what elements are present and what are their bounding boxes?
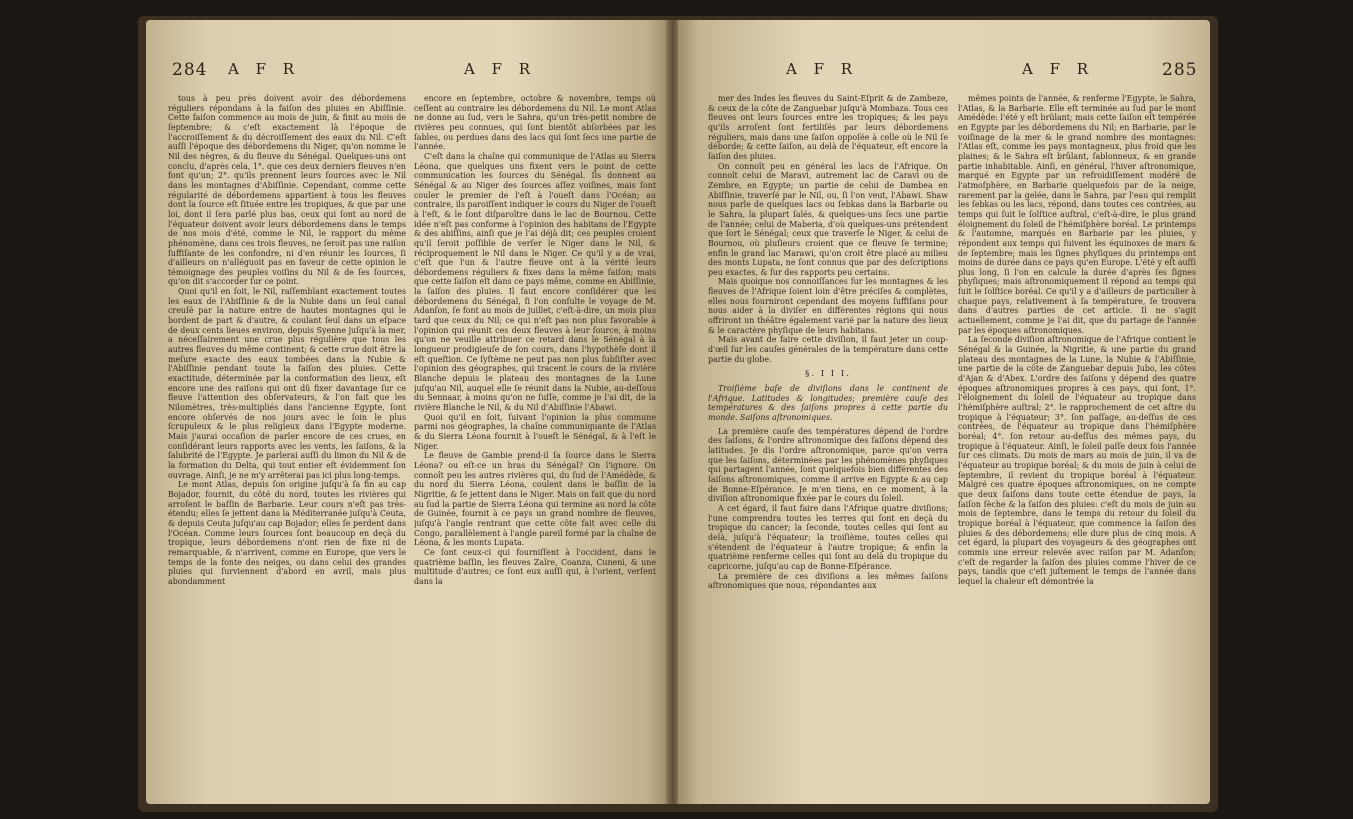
right-page-number: 285	[1162, 60, 1198, 80]
paragraph: Mais avant de faire cette diviſion, il faut jeter un coup-d'œil ſur les cauſes générales de la température dans cette partie du globe.	[708, 335, 948, 364]
right-column-1-top	[708, 94, 948, 364]
left-page-number: 284	[172, 60, 208, 80]
left-page	[146, 20, 668, 804]
left-running-head-2: A F R	[464, 60, 537, 78]
paragraph: La ſeconde diviſion aſtronomique de l'Afrique contient le Sénégal & la Guinée, la Nigritie, & une partie du grand plateau des montagnes de la Lune, la Nubie & l'Abiſſinie, une partie de la côte de Zanguebar depuis Jubo, les côtes d'Ajan & d'Abex. L'ordre des ſaiſons y dépend des quatre époques aſtronomiques propres à ces pays, qui ſont, 1°. l'éloignement du ſoleil de l'équateur au tropique dans l'hémiſphère auſtral; 2°. le rapprochement de cet aſtre du tropique à l'équateur; 3°. ſon paſſage, au-deſſus de ces contrées, de l'équateur au tropique dans l'hémiſphère boréal; 4°. ſon retour au-deſſus des mêmes pays, du tropique à l'équateur. Ainſi, le ſoleil paſſe deux fois l'année ſur ces climats. Du mois de mars au mois de juin, il va de l'équateur au tropique boréal; & du mois de juin à celui de ſeptembre, il revient du tropique boréal à l'équateur. Malgré ces quatre époques aſtronomiques, on ne compte que deux ſaiſons dans toute cette étendue de pays, la ſaiſon ſèche & la ſaiſon des pluies: c'eſt du mois de juin au mois de ſeptembre, dans le temps du retour du ſoleil du tropique boréal à l'équateur, que commence la ſaiſon des pluies & des débordemens; elle dure plus de cinq mois. A cet égard, la plupart des voyageurs & des géographes ont commis une erreur relevée avec raiſon par M. Adanſon; c'eſt de regarder la ſaiſon des pluies comme l'hiver de ce pays, tandis que c'eſt juſtement le temps de l'année dans lequel la chaleur eſt démontrée la	[958, 335, 1196, 586]
paragraph: Le fleuve de Gambie prend-il ſa ſource dans le Sierra Léona? ou eſt-ce un bras du Sénégal? On l'ignore. On connoît peu les autres rivières qui, du ſud de l'Amédède, & du nord du Sierra Léona, coulent dans le baſſin de la Nigritie, & ſe jettent dans le Niger. Mais on fait que du nord au ſud la partie de Sierra Léona qui termine au nord la côte de Guinée, fournit à ce pays un grand nombre de fleuves, juſqu'à l'angle rentrant que cette côte fait avec celle du Congo, parallèlement à l'angle pareil formé par la chaîne de Léona, & les monts Lupata.	[414, 451, 656, 548]
right-running-head-1: A F R	[786, 60, 859, 78]
paragraph: mer des Indes les fleuves du Saint-Eſprit & de Zambeze, & ceux de la côte de Zanguebar juſqu'à Mombaza. Tous ces fleuves ont leurs ſources entre les tropiques; & les pays qu'ils arroſent ſont fertiliſés par leurs débordemens réguliers, mais dans une ſaiſon oppoſée à celle où le Nil ſe déborde; & cette ſaiſon, au delà de l'équateur, eſt encore la ſaiſon des pluies.	[708, 94, 948, 161]
paragraph: Ce ſont ceux-ci qui fourniſſent à l'occident, dans le quatrième baſſin, les fleuves Zaïre, Coanza, Cuneni, & une multitude d'autres; ce ſont eux auſſi qui, à l'orient, verſent dans la	[414, 547, 656, 586]
paragraph: On connoît peu en général les lacs de l'Afrique. On connoît celui de Maravi, autrement lac de Caravi ou de Zembre, en Egypte; un partie de celui de Dambea en Abiſſinie, traverſé par le Nil, ou, ſi l'on veut, l'Abawi. Shaw nous parle de quelques lacs ou ſebkas dans la Barbarie ou le Sahra, la plupart ſalés, & quelques-uns ſecs une partie de l'année; celui de Maberia, d'où quelques-uns prétendent que ſort le Sénégal; ceux que traverſe le Niger, & celui de Bournou, où pluſieurs croient que ce fleuve ſe termine; enfin le grand lac Marawi, qu'on croit être placé au milieu des monts Lupata, ne ſont connus que par des deſcriptions peu exactes, & ſur des rapports peu certains.	[708, 161, 948, 277]
section-title: §. I I I.	[805, 369, 851, 380]
right-column-1	[708, 94, 948, 790]
paragraph: A cet égard, il faut faire dans l'Afrique quatre diviſions; l'une comprendra toutes les terres qui ſont en deçà du tropique du cancer; la ſeconde, toutes celles qui ſont au delà, juſqu'à l'équateur; la troiſième, toutes celles qui s'étendent de l'équateur à l'autre tropique; & enfin la quatrième renferme celles qui ſont au delà du tropique du capricorne, juſqu'au cap de Bonne-Eſpérance.	[708, 503, 948, 571]
paragraph: La première cauſe des températures dépend de l'ordre des ſaiſons, & l'ordre aſtronomique des ſaiſons dépend des latitudes. Je dis l'ordre aſtronomique, parce qu'on verra que les ſaiſons, déterminées par les phénomènes phyſiques qui partagent l'année, ſont quelquefois bien différentes des ſaiſons aſtronomiques, comme il arrive en Egypte & au cap de Bonne-Eſpérance. Je m'en tiens, en ce moment, à la diviſion aſtronomique fixée par le cours du ſoleil.	[708, 426, 948, 504]
paragraph: Le mont Atlas, depuis ſon origine juſqu'à ſa fin au cap Bojador, fournit, du côté du nord, toutes les rivières qui arroſent le baſſin de Barbarie. Leur cours n'eſt pas très-étendu; elles ſe jettent dans la Méditerranée juſqu'à Ceuta, & depuis Ceuta juſqu'au cap Bojador; elles ſe perdent dans l'Océan. Comme leurs ſources ſont beaucoup en deçà du tropique, leurs débordemens n'ont rien de fixe ni de remarquable, & n'arrivent, comme en Europe, que vers le temps de la fonte des neiges, ou dans celui des grandes pluies qui ſurviennent d'abord en avril, mais plus abondamment	[168, 480, 406, 586]
right-column-1-bottom	[708, 427, 948, 591]
right-column-2	[958, 94, 1196, 790]
paragraph: tous à peu près doivent avoir des débordemens réguliers répondans à la faiſon des pluies en Abiſſinie. Cette faiſon commence au mois de juin, & finit au mois de ſeptembre; & c'eſt exactement là l'époque de l'accroiſſement & du décroiſſement des eaux du Nil. C'eſt auſſi l'époque des débordemens du Niger, qu'on nomme le Nil des nègres, & du fleuve du Sénégal. Quelques-uns ont conclu, d'après cela, 1°. que ces deux derniers fleuves n'en font qu'un; 2°. qu'ils prennent leurs ſources avec le Nil dans les montagnes d'Abiſſinie. Cependant, comme cette régularité de débordemens appartient à tous les fleuves dont la ſource eſt ſituée entre les tropiques, & que par une loi, dont il ſera parlé plus bas, ceux qui ſont au nord de l'équateur doivent avoir leurs débordemens dans le temps de nos mois d'été, comme le Nil, le rapport du même phénomène, dans ces trois fleuves, ne ſeroit pas une raiſon ſuffiſante de les confondre, ni d'en réunir les ſources, ſi d'ailleurs on n'alléguoit pas en faveur de cette opinion le témoignage des peuples voiſins du Nil & de ſes ſources, qu'on dit s'accorder ſur ce point.	[168, 94, 406, 287]
section-summary: Troiſième baſe de diviſions dans le continent de l'Afrique. Latitudes & longitudes; première cauſe des températures & des ſaiſons propres à cette partie du monde. Saiſons aſtronomiques.	[708, 384, 948, 422]
paragraph: Quoi qu'il en ſoit, ſuivant l'opinion la plus commune parmi nos géographes, la chaîne communiquante de l'Atlas & du Sierra Léona fournit à l'oueſt le Sénégal, & à l'eſt le Niger.	[414, 412, 656, 451]
right-page	[678, 20, 1210, 804]
left-column-1	[168, 94, 406, 790]
paragraph: mêmes points de l'année, & renferme l'Egypte, le Sahra, l'Atlas, & la Barbarie. Elle eſt terminée au ſud par le mont Amédède: l'été y eſt brûlant; mais cette ſaiſon eſt tempérée en Egypte par les débordemens du Nil; en Barbarie, par le voiſinage de la mer & le grand nombre des montagnes: l'Atlas eſt, comme les pays montagneux, plus froid que les plaines; & le Sahra eſt brûlant, ſablonneux, & en grande partie inhabitable. Ainſi, en général, l'hiver aſtronomique, marqué en Egypte par un refroidiſſement modéré de l'atmoſphère, en Barbarie quelquefois par de la neige, rarement par la gelée, dans le Sahra, par l'eau qui remplit les ſebkas ou les lacs, répond, dans toutes ces contrées, au temps qui ſuit le ſolſtice auſtral, c'eſt-à-dire, le plus grand éloignement du ſoleil de l'hémiſphère boréal. Le printemps & l'automne, marqués en Barbarie par les pluies, y répondent aux temps qui ſuivent les équinoxes de mars & de ſeptembre; mais les ſignes phyſiques du printemps ont moins de durée dans ce pays qu'en Europe. L'été y eſt auſſi plus long, ſi l'on en calcule la durée d'après ſes ſignes phyſiques; mais aſtronomiquement il répond au temps qui ſuit le ſolſtice boréal. Ce qu'il y a d'ailleurs de particulier à chaque pays, relativement à ſa température, ſe trouvera dans d'autres parties de cet article. Il ne s'agit actuellement, comme je l'ai dit, que du partage de l'année par les époques aſtronomiques.	[958, 94, 1196, 335]
right-running-head-2: A F R	[1022, 60, 1095, 78]
paragraph: La première de ces diviſions a les mêmes ſaiſons aſtronomiques que nous, répondantes aux	[708, 571, 948, 591]
paragraph: Mais quoique nos connoiſſances ſur les montagnes & les fleuves de l'Afrique ſoient loin d'être préciſes & complètes, elles nous fourniront cependant des moyens ſuffiſans pour nous aider à la diviſer en différentes régions qui nous offriront un théâtre également varié par la nature des lieux & le caractère phyſique de leurs habitans.	[708, 277, 948, 335]
paragraph: encore en ſeptembre, octobre & novembre, temps où ceſſent au contraire les débordemens du Nil. Le mont Atlas ne donne au ſud, vers le Sahra, qu'un très-petit nombre de rivières peu connues, qui ſont bientôt abſorbées par les ſables, ou perdues dans des lacs qui ſont ſecs une partie de l'année.	[414, 94, 656, 152]
paragraph: Quoi qu'il en ſoit, le Nil, raſſemblant exactement toutes les eaux de l'Abiſſinie & de la Nubie dans un ſeul canal creuſé par la nature entre de hautes montagnes qui le bordent de part & d'autre, & coulant ſeul dans un eſpace de deux cents lieues environ, depuis Syenne juſqu'à la mer, a néceſſairement une crue plus régulière que tous les autres fleuves du même continent; & cette crue doit être la meſure exacte des eaux tombées dans la Nubie & l'Abiſſinie pendant toute la faiſon des pluies. Cette exactitude, déterminée par la conformation des lieux, eſt encore une des raiſons qui ont dû fixer davantage ſur ce fleuve l'attention des obſervateurs, & l'on fait que les Nilomètres, très-multipliés dans l'ancienne Egypte, ſont encore obſervés de nos jours avec le ſoin le plus ſcrupuleux & le plus religieux dans l'Egypte moderne. Mais j'aurai occaſion de parler encore de ces crues, en conſidérant leurs rapports avec les vents, les ſaiſons, & la ſalubrité de l'Egypte. Je parlerai auſſi du limon du Nil & de la formation du Delta, qui tout entier eſt évidemment ſon ouvrage. Ainſi, je ne m'y arrêterai pas ici plus long-temps.	[168, 287, 406, 480]
open-book	[138, 16, 1218, 812]
paragraph: C'eſt dans la chaîne qui communique de l'Atlas au Sierra Léona, que quelques uns fixent vers le point de cette communication les ſources du Sénégal. Ils donnent au Sénégal & au Niger des ſources aſſez voiſines, mais ſont couler le premier de l'eſt à l'oueſt dans l'Océan; au contraire, ils paroiſſent indiquer le cours du Niger de l'oueſt à l'eſt, & le ſont diſparoître dans le lac de Bournou. Cette idée n'eſt pas conforme à l'opinion des habitans de l'Egypte & des abiſſins, ainſi que je l'ai déjà dit; ces peuples croient qu'il ſeroit poſſible de verſer le Niger dans le Nil, & réciproquement le Nil dans le Niger. Ce qu'il y a de vrai, c'eſt que l'un & l'autre fleuve ont à la vérité leurs débordemens réguliers & fixes dans la même ſaiſon; mais que cette ſaiſon eſt dans ce pays même, comme en Abiſſinie, la ſaiſon des pluies. Il faut encore conſidérer que les débordemens du Sénégal, ſi l'on conſulte le voyage de M. Adanſon, ſe font au mois de juillet, c'eſt-à-dire, un mois plus tard que ceux du Nil; ce qui n'eſt pas non plus favorable à l'opinion qui réunit ces deux fleuves à leur ſource, à moins qu'on ne veuille attribuer ce retard dans le Sénégal à la longueur prodigieuſe de ſon cours, dans l'hypothèſe dont il eſt queſtion. Ce ſyſtème ne peut pas non plus ſubſiſter avec l'opinion des géographes, qui tracent le cours de la rivière Blanche depuis le plateau des montagnes de la Lune juſqu'au Nil, auquel elle ſe réunit dans la Nubie, au-deſſous du Sennaar, à moins qu'on ne ſuſſe, comme je l'ai dit, de la rivière Blanche le Nil, & du Nil d'Abiſſinie l'Abawi.	[414, 151, 656, 412]
left-running-head-1: A F R	[228, 60, 301, 78]
left-column-2	[414, 94, 656, 790]
